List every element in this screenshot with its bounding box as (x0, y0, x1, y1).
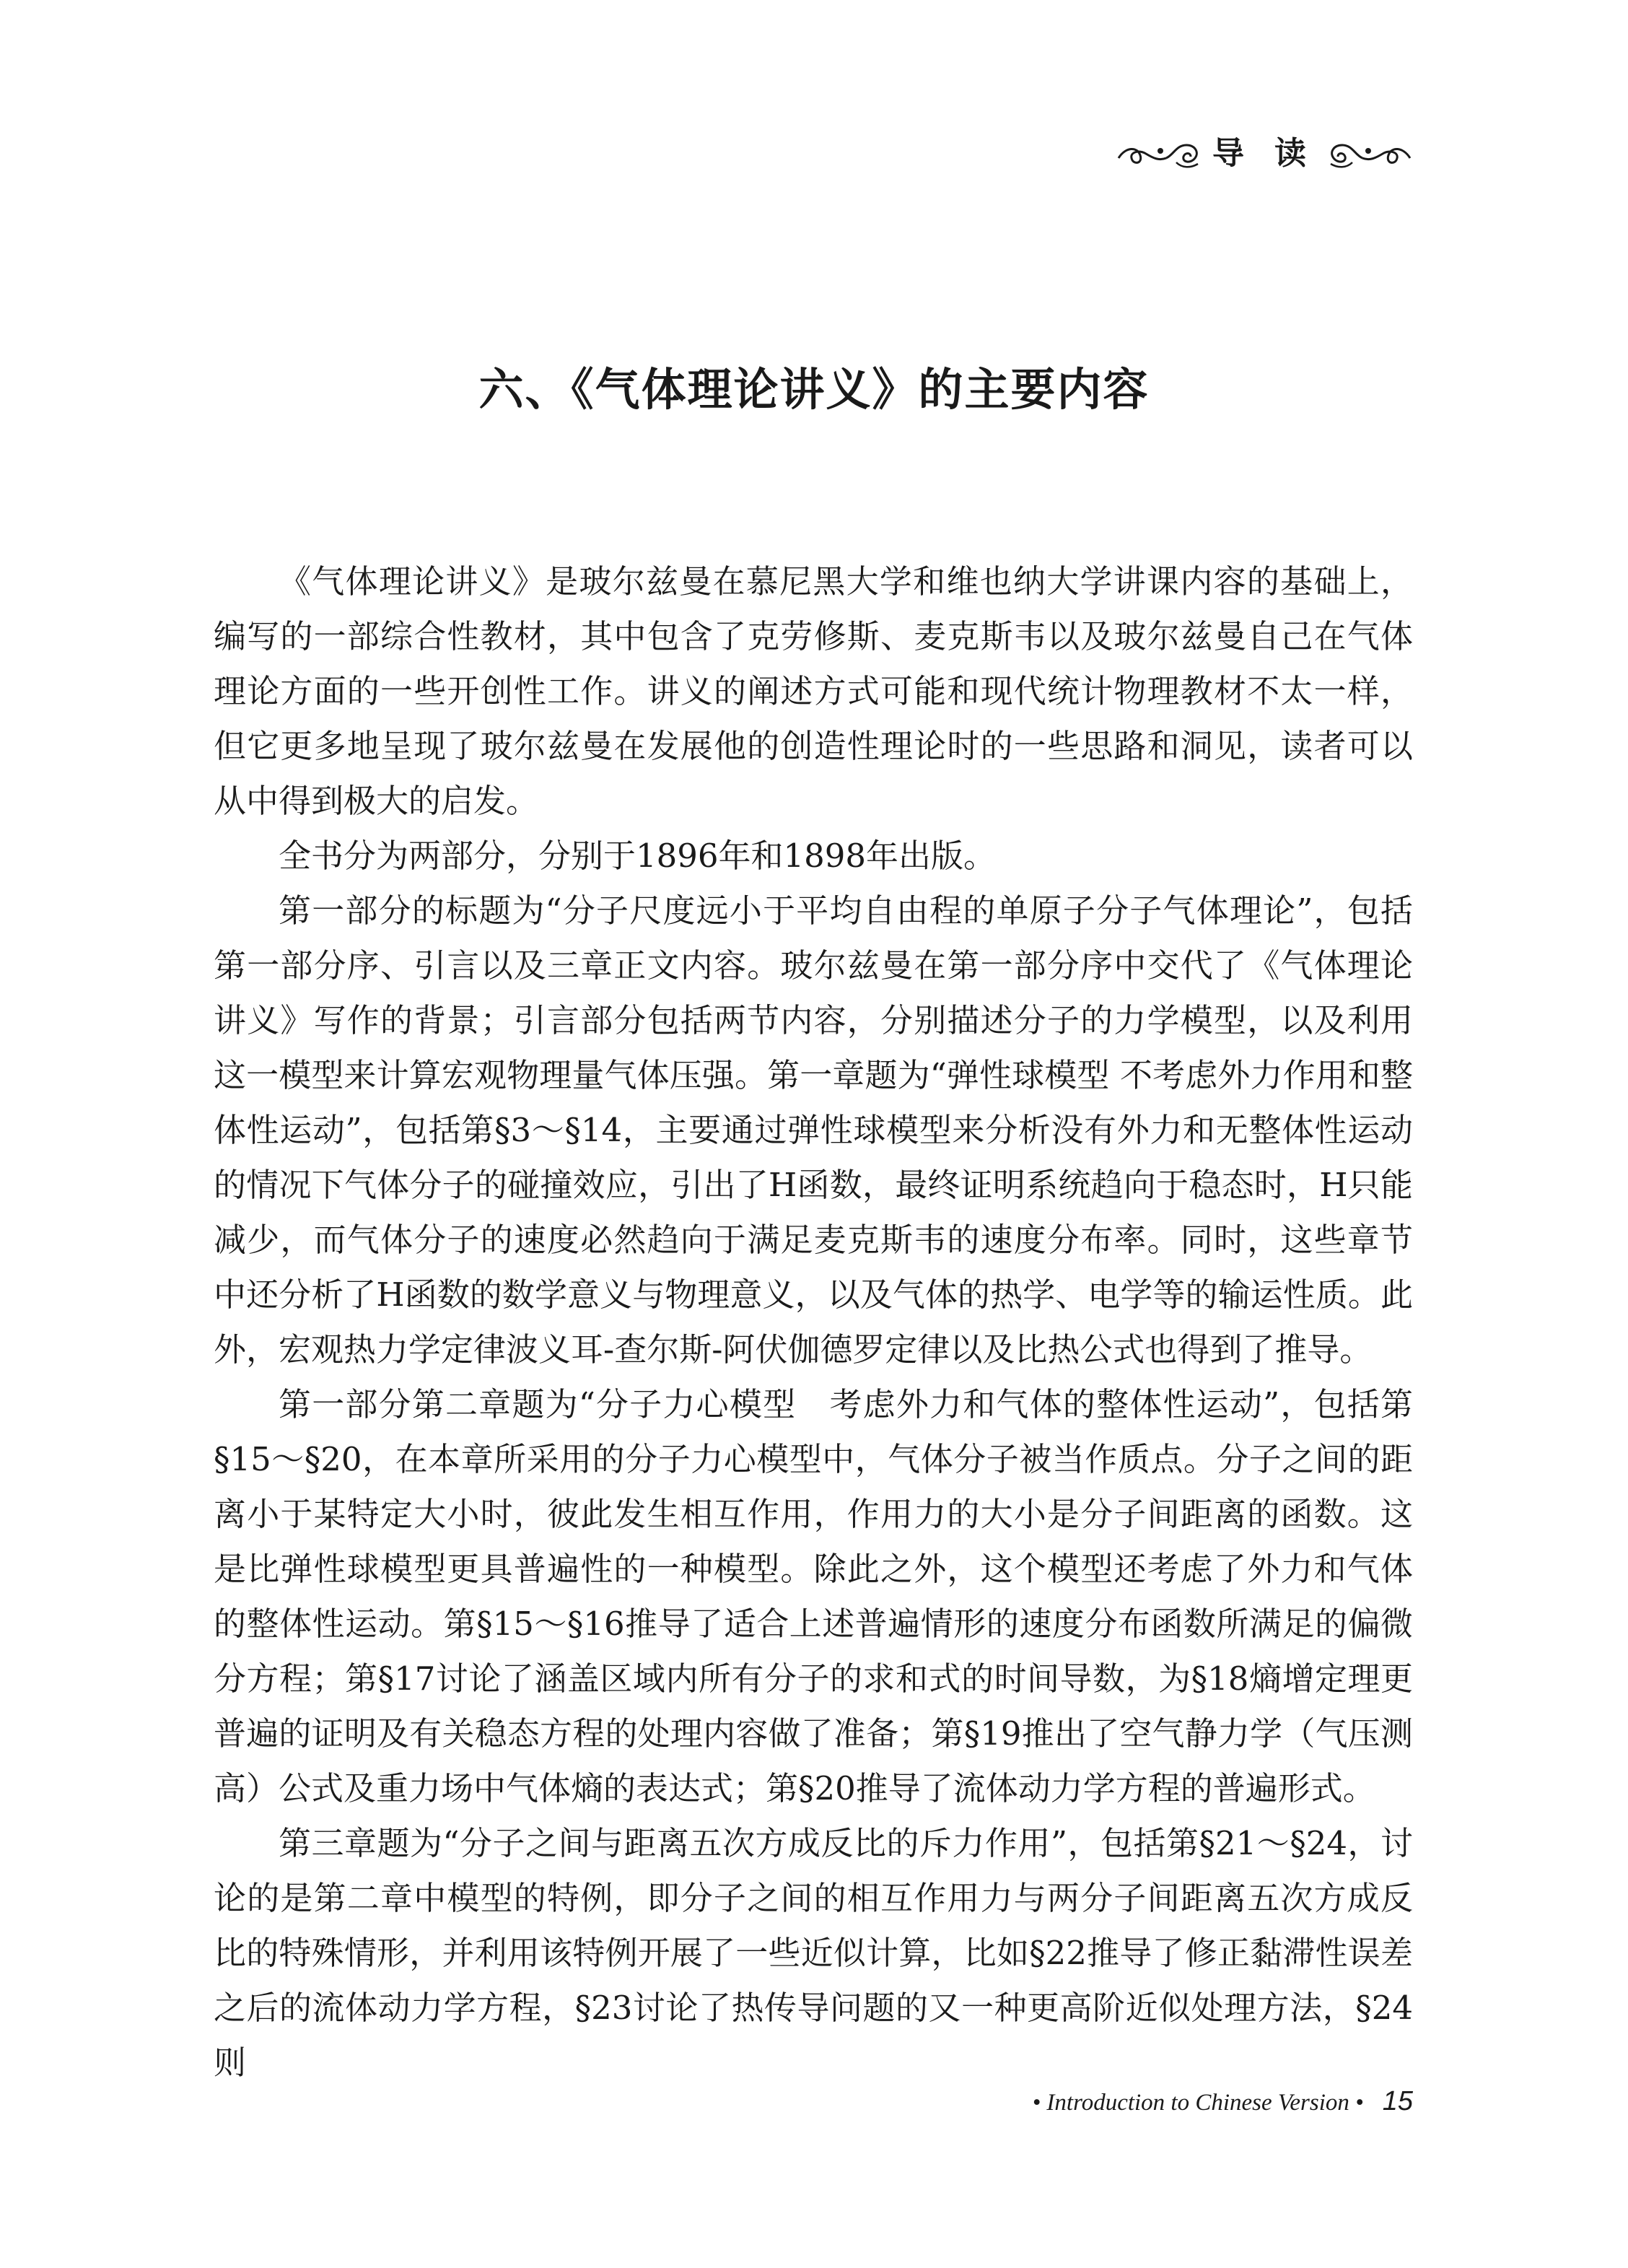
paragraph-intro: 《气体理论讲义》是玻尔兹曼在慕尼黑大学和维也纳大学讲课内容的基础上，编写的一部综合性教材，其中包含了克劳修斯、麦克斯韦以及玻尔兹曼自己在气体理论方面的一些开创性工作。讲义的阐述方式可能和现代统计物理教材不太一样，但它更多地呈现了玻尔兹曼在发展他的创造性理论时的一些思路和洞见，读者可以从中得到极大的启发。 (214, 562, 1413, 820)
footer-book-title: • Introduction to Chinese Version • (1032, 2090, 1364, 2116)
page-number: 15 (1382, 2086, 1413, 2116)
section-title: 六、《气体理论讲义》的主要内容 (478, 363, 1150, 416)
paragraph-publication: 全书分为两部分，分别于1896年和1898年出版。 (279, 837, 997, 875)
paragraph-chapter-three: 第三章题为“分子之间与距离五次方成反比的斥力作用”，包括第§21～§24，讨论的是第二章中模型的特例，即分子之间的相互作用力与两分子间距离五次方成反比的特殊情形，并利用该特例开展了一些近似计算，比如§22推导了修正黏滞性误差之后的流体动力学方程，§23讨论了热传导问题的又一种更高阶近似处理方法，§24则 (214, 1824, 1413, 2082)
paragraph-part-one-chapter-one: 第一部分的标题为“分子尺度远小于平均自由程的单原子分子气体理论”，包括第一部分序、引言以及三章正文内容。玻尔兹曼在第一部分序中交代了《气体理论讲义》写作的背景；引言部分包括两节内容，分别描述分子的力学模型，以及利用这一模型来计算宏观物理量气体压强。第一章题为“弹性球模型 不考虑外力作用和整体性运动”，包括第§3～§14，主要通过弹性球模型来分析没有外力和无整体性运动的情况下气体分子的碰撞效应，引出了H函数，最终证明系统趋向于稳态时，H只能减少，而气体分子的速度必然趋向于满足麦克斯韦的速度分布率。同时，这些章节中还分析了H函数的数学意义与物理意义，以及气体的热学、电学等的输运性质。此外，宏观热力学定律波义耳-查尔斯-阿伏伽德罗定律以及比热公式也得到了推导。 (214, 891, 1413, 1369)
body-text (214, 554, 1413, 2090)
page-footer (1033, 2086, 1413, 2117)
right-flourish-icon (1326, 136, 1413, 171)
running-header (1116, 128, 1413, 179)
header-section-label: 导读 (1212, 135, 1336, 172)
left-flourish-icon (1116, 136, 1202, 171)
paragraph-part-one-chapter-two: 第一部分第二章题为“分子力心模型 考虑外力和气体的整体性运动”，包括第§15～§20，在本章所采用的分子力心模型中，气体分子被当作质点。分子之间的距离小于某特定大小时，彼此发生相互作用，作用力的大小是分子间距离的函数。这是比弹性球模型更具普遍性的一种模型。除此之外，这个模型还考虑了外力和气体的整体性运动。第§15～§16推导了适合上述普遍情形的速度分布函数所满足的偏微分方程；第§17讨论了涵盖区域内所有分子的求和式的时间导数，为§18熵增定理更普遍的证明及有关稳态方程的处理内容做了准备；第§19推出了空气静力学（气压测高）公式及重力场中气体熵的表达式；第§20推导了流体动力学方程的普遍形式。 (214, 1385, 1413, 1807)
